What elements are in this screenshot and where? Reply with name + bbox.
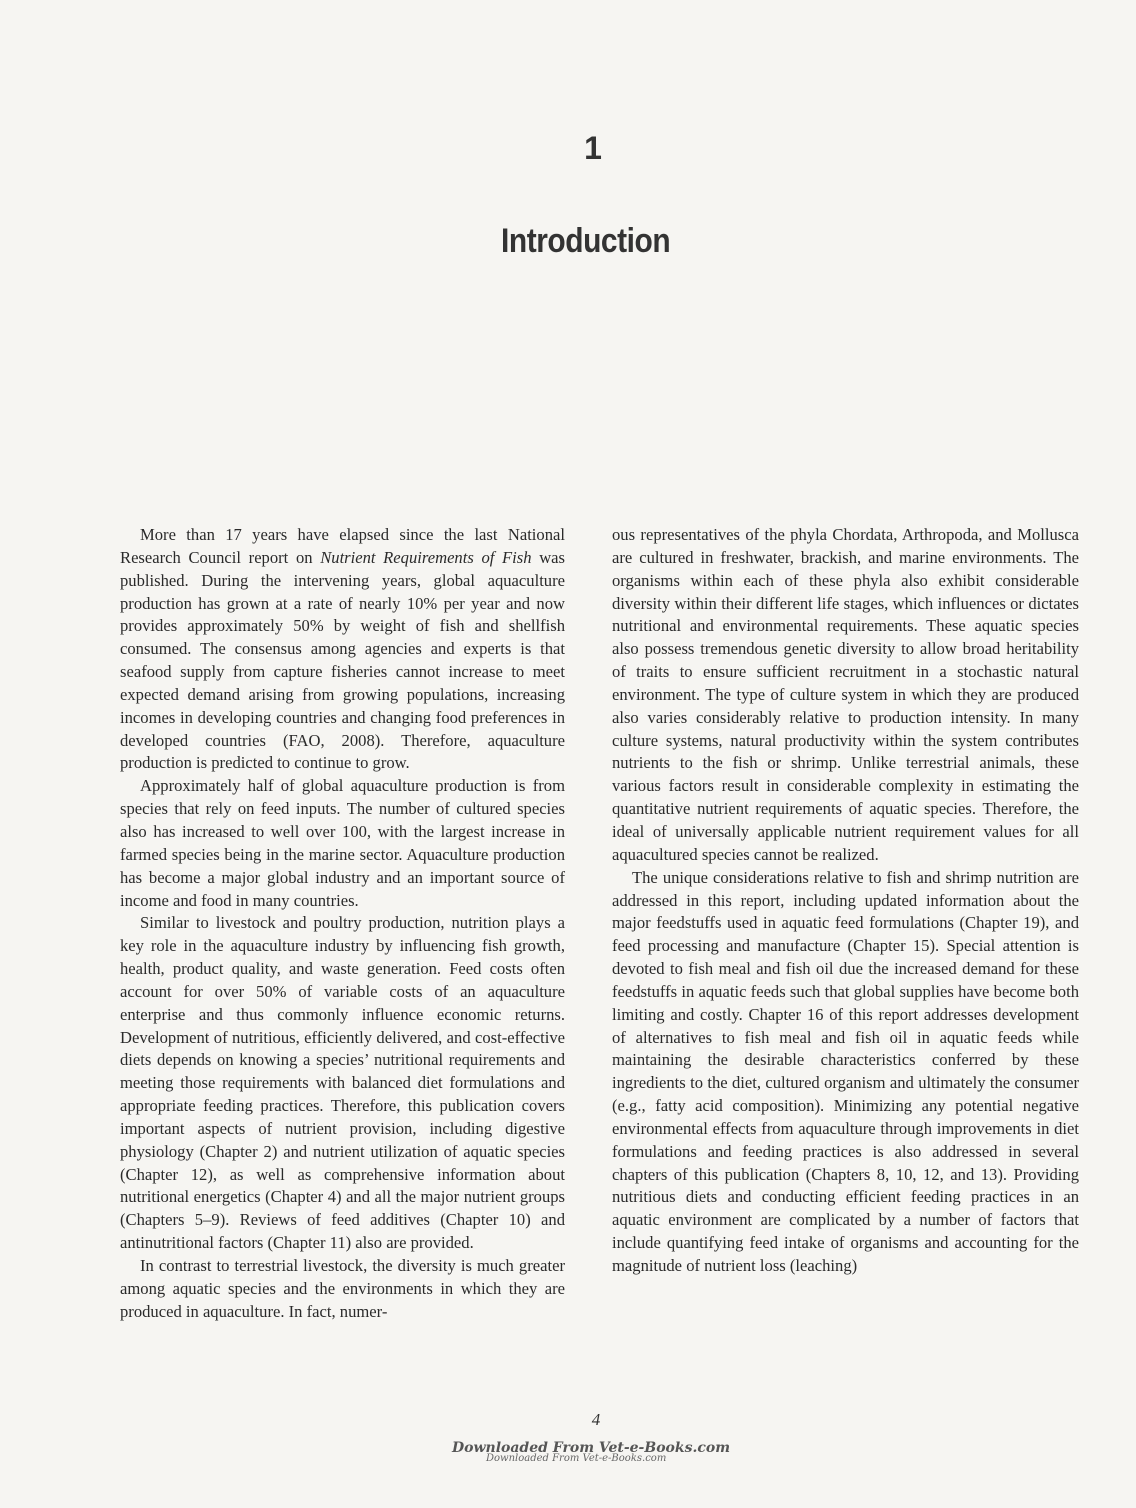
chapter-number: 1: [584, 130, 602, 166]
paragraph: Approximately half of global aquaculture production is from species that rely on feed inputs. The number of cultured species also has increased to well over 100, with the largest increase in farmed species being in the marine sector. Aquaculture production has become a major global industry and an important source of income and food in many countries.: [120, 776, 565, 910]
paragraph-text: was published. During the intervening years, global aquaculture production has grown at a rate of nearly 10% per year and now provides approximately 50% by weight of fish and shellfish consumed. The consensus among agencies and experts is that seafood supply from capture fisheries cannot increase to meet expected demand arising from growing populations, increasing incomes in developing countries and changing food preferences in developed countries (FAO, 2008). Therefore, aquaculture production is predicted to continue to grow.: [120, 547, 565, 773]
chapter-title: Introduction: [500, 222, 671, 260]
right-column: [612, 524, 1079, 1278]
paragraph: [120, 524, 565, 775]
watermark-text: Downloaded From Vet-e-Books.com: [452, 1440, 731, 1456]
left-column: [120, 524, 565, 1324]
paragraph: The unique considerations relative to fish and shrimp nutrition are addressed in this report, including updated information about the major feedstuffs used in aquatic feed formulations (Chapter 19), and feed processing and manufacture (Chapter 15). Special attention is devoted to fish meal and fish oil due the increased demand for these feedstuffs in aquatic feeds such that global supplies have become both limiting and costly. Chapter 16 of this report addresses development of alternatives to fish meal and fish oil in aquatic feeds while maintaining the desirable characteristics conferred by these ingredients to the diet, cultured organism and ultimately the consumer (e.g., fatty acid composition). Minimizing any potential negative environmental effects from aquaculture through improvements in diet formulations and feeding practices is also addressed in several chapters of this publication (Chapters 8, 10, 12, and 13). Providing nutritious diets and conducting efficient feeding practices in an aquatic environment are complicated by a number of factors that include quantifying feed intake of organisms and accounting for the magnitude of nutrient loss (leaching): [612, 867, 1079, 1275]
page-number: 4: [591, 1410, 601, 1429]
report-title: Nutrient Requirements of Fish: [320, 547, 532, 567]
paragraph-text: More than 17 years have elapsed since the last National Research Council report on: [120, 525, 565, 567]
paragraph: In contrast to terrestrial livestock, the diversity is much greater among aquatic species and the environments in which they are produced in aquaculture. In fact, numer-: [120, 1256, 565, 1321]
paragraph: Similar to livestock and poultry production, nutrition plays a key role in the aquaculture industry by influencing fish growth, health, product quality, and waste generation. Feed costs often account for over 50% of variable costs of an aquaculture enterprise and thus commonly influence economic returns. Development of nutritious, efficiently delivered, and cost-effective diets depends on knowing a species’ nutritional requirements and meeting those requirements with balanced diet formulations and appropriate feeding practices. Therefore, this publication covers important aspects of nutrient provision, including digestive physiology (Chapter 2) and nutrient utilization of aquatic species (Chapter 12), as well as comprehensive information about nutritional energetics (Chapter 4) and all the major nutrient groups (Chapters 5–9). Reviews of feed additives (Chapter 10) and antinutritional factors (Chapter 11) also are provided.: [120, 913, 565, 1253]
watermark: [452, 1440, 731, 1476]
watermark-text: Downloaded From Vet-e-Books.com: [486, 1453, 667, 1464]
paragraph: ous representatives of the phyla Chordata, Arthropoda, and Mollusca are cultured in freshwater, brackish, and marine environments. The organisms within each of these phyla also exhibit considerable diversity within their different life stages, which influences or dictates nutritional and environmental requirements. These aquatic species also possess tremendous genetic diversity to allow broad heritability of traits to ensure sufficient recruitment in a stochastic natural environment. The type of culture system in which they are produced also varies considerably relative to production intensity. In many culture systems, natural productivity within the system contributes nutrients to the fish or shrimp. Unlike terrestrial animals, these various factors result in considerable complexity in estimating the quantitative nutrient requirements of aquatic species. Therefore, the ideal of universally applicable nutrient requirement values for all aquacultured species cannot be realized.: [612, 525, 1079, 864]
